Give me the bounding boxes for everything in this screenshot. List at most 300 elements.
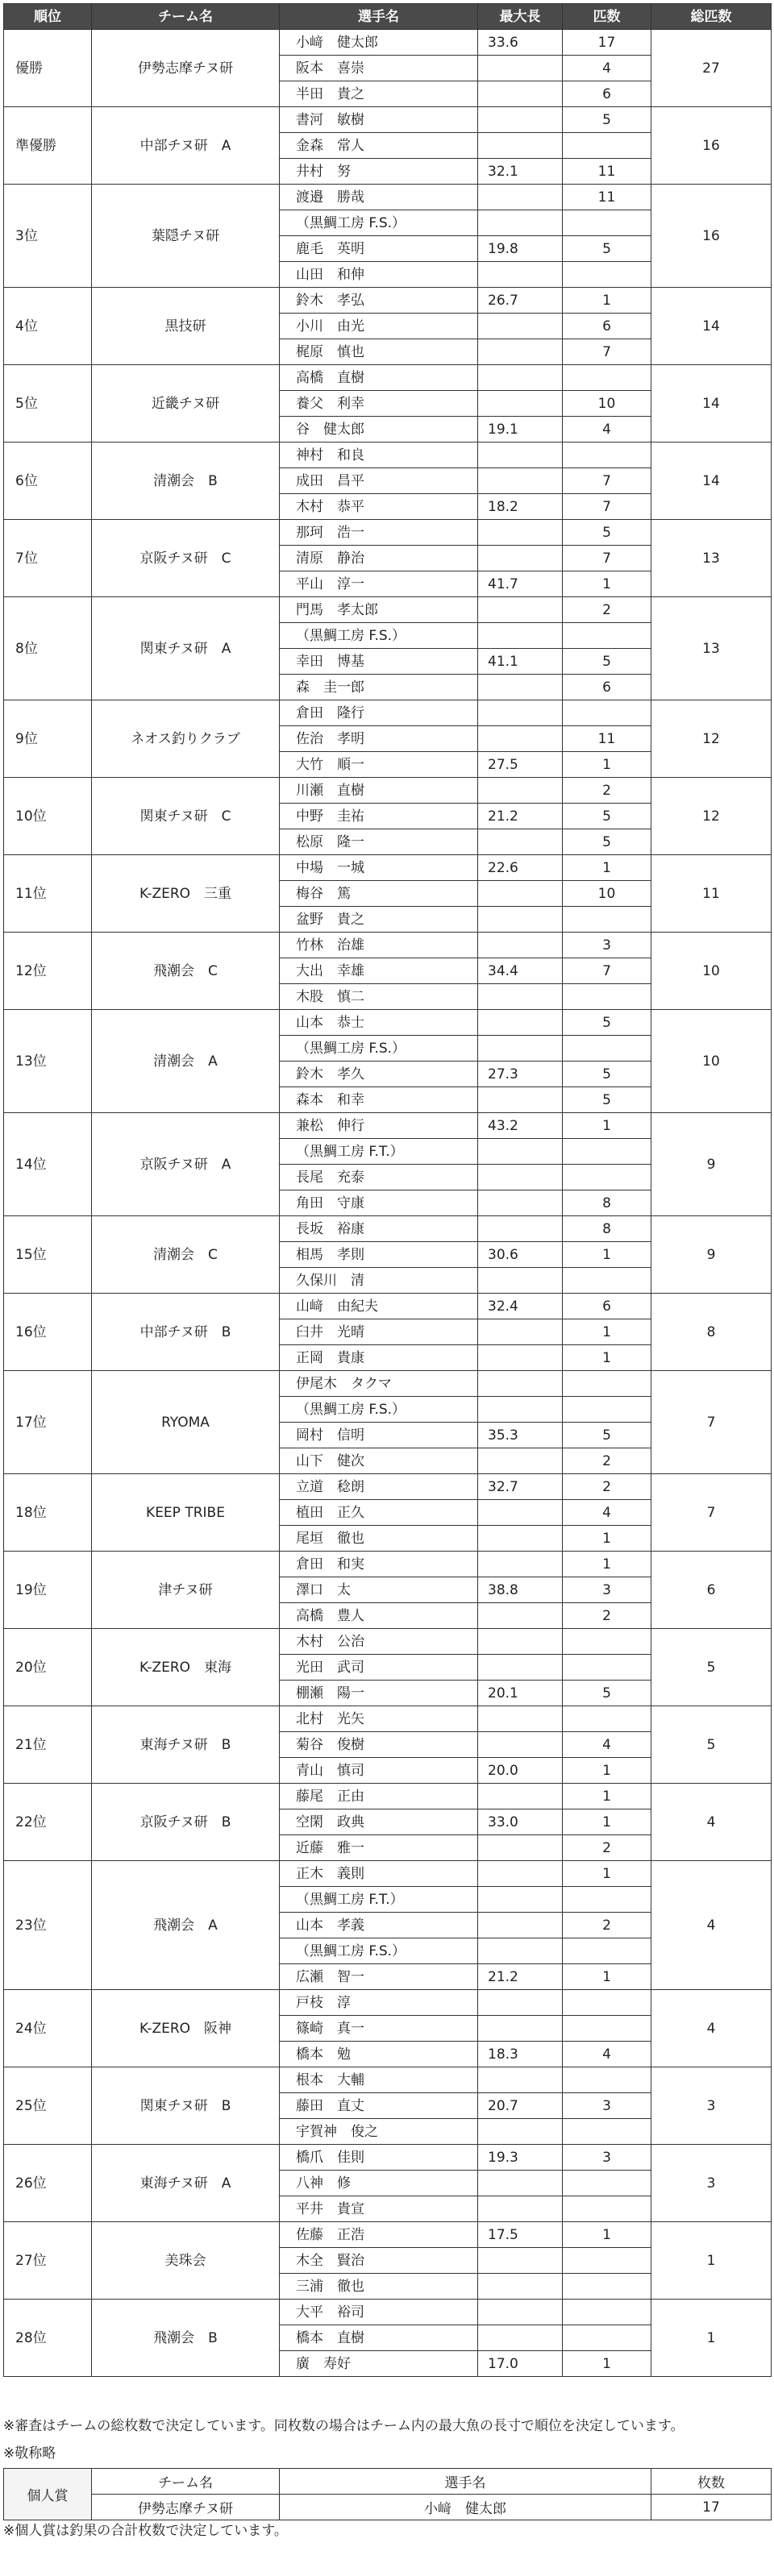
count-cell: [563, 1036, 651, 1062]
rank-cell: 24位: [4, 1990, 92, 2067]
individual-row: [4, 2495, 772, 2520]
max-length-cell: 26.7: [478, 288, 563, 314]
player-name-cell: 鈴木 孝弘: [280, 288, 478, 314]
player-name-cell: 那珂 浩一: [280, 520, 478, 546]
header-count: 匹数: [563, 4, 651, 30]
max-length-cell: [478, 81, 563, 107]
table-row: [4, 1629, 772, 1655]
max-length-cell: [478, 1087, 563, 1113]
rank-cell: 26位: [4, 2145, 92, 2222]
team-name-cell: 京阪チヌ研 B: [92, 1784, 280, 1861]
team-name-cell: 関東チヌ研 A: [92, 597, 280, 700]
rank-cell: 15位: [4, 1216, 92, 1294]
total-count-cell: 4: [651, 1990, 772, 2067]
count-cell: [563, 1938, 651, 1964]
count-cell: 4: [563, 1732, 651, 1758]
player-name-cell: 成田 昌平: [280, 468, 478, 494]
total-count-cell: 4: [651, 1784, 772, 1861]
table-row: [4, 933, 772, 958]
max-length-cell: 32.4: [478, 1294, 563, 1319]
count-cell: [563, 1268, 651, 1294]
team-name-cell: 関東チヌ研 C: [92, 778, 280, 855]
count-cell: 5: [563, 804, 651, 829]
max-length-cell: [478, 1887, 563, 1913]
ranking-note: ※審査はチームの総枚数で決定しています。同枚数の場合はチーム内の最大魚の長寸で順位を決定しています。: [3, 2418, 685, 2434]
max-length-cell: [478, 1552, 563, 1577]
max-length-cell: [478, 1706, 563, 1732]
table-row: [4, 1113, 772, 1139]
count-cell: [563, 262, 651, 288]
count-cell: 7: [563, 958, 651, 984]
player-name-cell: 立道 稔朗: [280, 1474, 478, 1500]
honorific-note: ※敬称略: [3, 2445, 56, 2462]
player-name-cell: 阪本 喜崇: [280, 56, 478, 81]
player-name-cell: （黒鯛工房 F.T.）: [280, 1139, 478, 1165]
max-length-cell: [478, 1861, 563, 1887]
max-length-cell: 34.4: [478, 958, 563, 984]
rank-cell: 23位: [4, 1861, 92, 1990]
player-name-cell: 書河 敏樹: [280, 107, 478, 133]
total-count-cell: 10: [651, 933, 772, 1010]
total-count-cell: 5: [651, 1629, 772, 1706]
team-name-cell: 清潮会 A: [92, 1010, 280, 1113]
max-length-cell: 20.7: [478, 2093, 563, 2119]
team-name-cell: 美珠会: [92, 2222, 280, 2300]
count-cell: 6: [563, 675, 651, 700]
count-cell: [563, 442, 651, 468]
max-length-cell: [478, 133, 563, 159]
max-length-cell: [478, 1371, 563, 1397]
max-length-cell: [478, 391, 563, 417]
table-row: [4, 1861, 772, 1887]
max-length-cell: 19.3: [478, 2145, 563, 2171]
total-count-cell: 3: [651, 2145, 772, 2222]
count-cell: [563, 984, 651, 1010]
team-name-cell: 葉隠チヌ研: [92, 185, 280, 288]
player-name-cell: 戸枝 淳: [280, 1990, 478, 2016]
player-name-cell: 近藤 雅一: [280, 1835, 478, 1861]
count-cell: 6: [563, 1294, 651, 1319]
max-length-cell: [478, 56, 563, 81]
count-cell: 2: [563, 1913, 651, 1938]
count-cell: 1: [563, 1964, 651, 1990]
count-cell: 8: [563, 1216, 651, 1242]
count-cell: [563, 1139, 651, 1165]
player-name-cell: 鈴木 孝久: [280, 1062, 478, 1087]
player-name-cell: 半田 貴之: [280, 81, 478, 107]
player-name-cell: 山田 和伸: [280, 262, 478, 288]
team-name-cell: 京阪チヌ研 C: [92, 520, 280, 597]
count-cell: [563, 1165, 651, 1190]
count-cell: 1: [563, 1242, 651, 1268]
team-name-cell: 黒技研: [92, 288, 280, 365]
max-length-cell: [478, 365, 563, 391]
max-length-cell: [478, 314, 563, 339]
max-length-cell: [478, 339, 563, 365]
rank-cell: 優勝: [4, 30, 92, 107]
max-length-cell: [478, 2325, 563, 2351]
count-cell: [563, 1706, 651, 1732]
rank-cell: 21位: [4, 1706, 92, 1784]
player-name-cell: 中野 圭祐: [280, 804, 478, 829]
individual-header-count: 枚数: [651, 2469, 772, 2495]
player-name-cell: 宇賀神 俊之: [280, 2119, 478, 2145]
count-cell: 5: [563, 1010, 651, 1036]
player-name-cell: 長坂 裕康: [280, 1216, 478, 1242]
count-cell: 1: [563, 1758, 651, 1784]
max-length-cell: 22.6: [478, 855, 563, 881]
rank-cell: 27位: [4, 2222, 92, 2300]
count-cell: 4: [563, 2042, 651, 2067]
table-row: [4, 597, 772, 623]
count-cell: [563, 2248, 651, 2274]
max-length-cell: [478, 2119, 563, 2145]
count-cell: 2: [563, 778, 651, 804]
max-length-cell: 20.0: [478, 1758, 563, 1784]
team-name-cell: 清潮会 C: [92, 1216, 280, 1294]
max-length-cell: 33.0: [478, 1809, 563, 1835]
rank-cell: 20位: [4, 1629, 92, 1706]
team-name-cell: KEEP TRIBE: [92, 1474, 280, 1552]
total-count-cell: 16: [651, 185, 772, 288]
player-name-cell: （黒鯛工房 F.S.）: [280, 1036, 478, 1062]
player-name-cell: 木全 賢治: [280, 2248, 478, 2274]
count-cell: 1: [563, 1552, 651, 1577]
total-count-cell: 8: [651, 1294, 772, 1371]
count-cell: 10: [563, 881, 651, 907]
player-name-cell: 廣 寿好: [280, 2351, 478, 2377]
individual-count: 17: [651, 2495, 772, 2520]
player-name-cell: 森本 和幸: [280, 1087, 478, 1113]
max-length-cell: [478, 1913, 563, 1938]
player-name-cell: 棚瀬 陽一: [280, 1681, 478, 1706]
rank-cell: 28位: [4, 2300, 92, 2377]
player-name-cell: 川瀬 直樹: [280, 778, 478, 804]
count-cell: [563, 1397, 651, 1423]
count-cell: 10: [563, 391, 651, 417]
max-length-cell: [478, 933, 563, 958]
player-name-cell: 谷 健太郎: [280, 417, 478, 442]
player-name-cell: 山本 恭士: [280, 1010, 478, 1036]
table-row: [4, 1294, 772, 1319]
count-cell: 5: [563, 649, 651, 675]
max-length-cell: [478, 726, 563, 752]
player-name-cell: 広瀬 智一: [280, 1964, 478, 1990]
count-cell: [563, 2325, 651, 2351]
max-length-cell: [478, 1938, 563, 1964]
table-row: [4, 288, 772, 314]
table-row: [4, 1010, 772, 1036]
max-length-cell: [478, 107, 563, 133]
max-length-cell: [478, 1268, 563, 1294]
count-cell: 7: [563, 546, 651, 571]
rank-cell: 16位: [4, 1294, 92, 1371]
player-name-cell: 光田 武司: [280, 1655, 478, 1681]
player-name-cell: 大平 裕司: [280, 2300, 478, 2325]
max-length-cell: [478, 2196, 563, 2222]
team-name-cell: RYOMA: [92, 1371, 280, 1474]
total-count-cell: 5: [651, 1706, 772, 1784]
player-name-cell: 橋本 直樹: [280, 2325, 478, 2351]
count-cell: 11: [563, 159, 651, 185]
count-cell: [563, 1990, 651, 2016]
count-cell: 7: [563, 494, 651, 520]
max-length-cell: [478, 185, 563, 210]
rank-cell: 22位: [4, 1784, 92, 1861]
table-row: [4, 778, 772, 804]
player-name-cell: 竹林 治雄: [280, 933, 478, 958]
max-length-cell: 30.6: [478, 1242, 563, 1268]
team-name-cell: 中部チヌ研 B: [92, 1294, 280, 1371]
player-name-cell: 兼松 伸行: [280, 1113, 478, 1139]
player-name-cell: （黒鯛工房 F.S.）: [280, 623, 478, 649]
max-length-cell: 19.8: [478, 236, 563, 262]
max-length-cell: [478, 2274, 563, 2300]
total-count-cell: 7: [651, 1474, 772, 1552]
max-length-cell: [478, 829, 563, 855]
max-length-cell: 18.2: [478, 494, 563, 520]
team-name-cell: 飛潮会 C: [92, 933, 280, 1010]
max-length-cell: [478, 1629, 563, 1655]
max-length-cell: [478, 907, 563, 933]
max-length-cell: [478, 778, 563, 804]
table-row: [4, 700, 772, 726]
count-cell: 1: [563, 752, 651, 778]
player-name-cell: 山下 健次: [280, 1448, 478, 1474]
count-cell: 6: [563, 81, 651, 107]
player-name-cell: 山﨑 由紀夫: [280, 1294, 478, 1319]
total-count-cell: 14: [651, 365, 772, 442]
table-row: [4, 1216, 772, 1242]
max-length-cell: [478, 1036, 563, 1062]
max-length-cell: [478, 262, 563, 288]
max-length-cell: [478, 1345, 563, 1371]
team-name-cell: 飛潮会 A: [92, 1861, 280, 1990]
max-length-cell: [478, 623, 563, 649]
table-row: [4, 2145, 772, 2171]
player-name-cell: 佐治 孝明: [280, 726, 478, 752]
total-count-cell: 1: [651, 2300, 772, 2377]
rank-cell: 13位: [4, 1010, 92, 1113]
player-name-cell: 高橋 直樹: [280, 365, 478, 391]
player-name-cell: 梶原 慎也: [280, 339, 478, 365]
count-cell: 5: [563, 107, 651, 133]
count-cell: [563, 365, 651, 391]
total-count-cell: 16: [651, 107, 772, 185]
player-name-cell: 橋本 勉: [280, 2042, 478, 2067]
count-cell: [563, 907, 651, 933]
count-cell: 1: [563, 2351, 651, 2377]
total-count-cell: 14: [651, 288, 772, 365]
count-cell: 4: [563, 417, 651, 442]
count-cell: 5: [563, 829, 651, 855]
max-length-cell: [478, 597, 563, 623]
player-name-cell: 倉田 和実: [280, 1552, 478, 1577]
count-cell: 1: [563, 288, 651, 314]
individual-award-label: 個人賞: [4, 2469, 92, 2520]
player-name-cell: （黒鯛工房 F.S.）: [280, 210, 478, 236]
player-name-cell: 橋爪 佳則: [280, 2145, 478, 2171]
table-row: [4, 442, 772, 468]
max-length-cell: [478, 1655, 563, 1681]
total-count-cell: 14: [651, 442, 772, 520]
player-name-cell: 大出 幸雄: [280, 958, 478, 984]
player-name-cell: 根本 大輔: [280, 2067, 478, 2093]
total-count-cell: 7: [651, 1371, 772, 1474]
player-name-cell: 平井 貴宣: [280, 2196, 478, 2222]
total-count-cell: 4: [651, 1861, 772, 1990]
player-name-cell: 木村 恭平: [280, 494, 478, 520]
max-length-cell: [478, 1448, 563, 1474]
player-name-cell: 平山 淳一: [280, 571, 478, 597]
player-name-cell: 小﨑 健太郎: [280, 30, 478, 56]
rank-cell: 12位: [4, 933, 92, 1010]
count-cell: 5: [563, 1681, 651, 1706]
max-length-cell: 41.7: [478, 571, 563, 597]
player-name-cell: 松原 隆一: [280, 829, 478, 855]
player-name-cell: 相馬 孝則: [280, 1242, 478, 1268]
max-length-cell: [478, 1397, 563, 1423]
total-count-cell: 13: [651, 597, 772, 700]
max-length-cell: [478, 1603, 563, 1629]
max-length-cell: [478, 1010, 563, 1036]
max-length-cell: 35.3: [478, 1423, 563, 1448]
max-length-cell: 20.1: [478, 1681, 563, 1706]
header-row: [4, 4, 772, 30]
player-name-cell: 鹿毛 英明: [280, 236, 478, 262]
max-length-cell: 18.3: [478, 2042, 563, 2067]
player-name-cell: 盆野 貴之: [280, 907, 478, 933]
individual-header-team: チーム名: [92, 2469, 280, 2495]
count-cell: [563, 133, 651, 159]
total-count-cell: 3: [651, 2067, 772, 2145]
player-name-cell: 藤田 直丈: [280, 2093, 478, 2119]
count-cell: 1: [563, 2222, 651, 2248]
player-name-cell: 小川 由光: [280, 314, 478, 339]
player-name-cell: 三浦 徹也: [280, 2274, 478, 2300]
player-name-cell: 植田 正久: [280, 1500, 478, 1526]
team-name-cell: 清潮会 B: [92, 442, 280, 520]
count-cell: [563, 1655, 651, 1681]
count-cell: 5: [563, 236, 651, 262]
max-length-cell: 32.7: [478, 1474, 563, 1500]
count-cell: 7: [563, 339, 651, 365]
count-cell: 2: [563, 1835, 651, 1861]
header-team: チーム名: [92, 4, 280, 30]
max-length-cell: [478, 1732, 563, 1758]
max-length-cell: 17.0: [478, 2351, 563, 2377]
max-length-cell: [478, 442, 563, 468]
count-cell: 3: [563, 2145, 651, 2171]
table-row: [4, 185, 772, 210]
individual-team: 伊勢志摩チヌ研: [92, 2495, 280, 2520]
individual-award-table: [3, 2468, 772, 2520]
team-name-cell: 津チヌ研: [92, 1552, 280, 1629]
header-max-length: 最大長: [478, 4, 563, 30]
table-row: [4, 2067, 772, 2093]
rank-cell: 25位: [4, 2067, 92, 2145]
player-name-cell: 正木 義則: [280, 1861, 478, 1887]
count-cell: 5: [563, 1087, 651, 1113]
total-count-cell: 27: [651, 30, 772, 107]
count-cell: [563, 700, 651, 726]
individual-header-player: 選手名: [280, 2469, 651, 2495]
table-row: [4, 2300, 772, 2325]
table-row: [4, 30, 772, 56]
player-name-cell: 尾垣 徹也: [280, 1526, 478, 1552]
max-length-cell: [478, 700, 563, 726]
max-length-cell: [478, 881, 563, 907]
individual-award-note: ※個人賞は釣果の合計枚数で決定しています。: [3, 2523, 288, 2539]
max-length-cell: [478, 2300, 563, 2325]
player-name-cell: 木股 慎二: [280, 984, 478, 1010]
max-length-cell: [478, 2016, 563, 2042]
total-count-cell: 9: [651, 1113, 772, 1216]
count-cell: [563, 1371, 651, 1397]
player-name-cell: 青山 慎司: [280, 1758, 478, 1784]
rank-cell: 18位: [4, 1474, 92, 1552]
team-name-cell: K-ZERO 三重: [92, 855, 280, 933]
team-name-cell: 近畿チヌ研: [92, 365, 280, 442]
count-cell: 1: [563, 1526, 651, 1552]
team-name-cell: 京阪チヌ研 A: [92, 1113, 280, 1216]
player-name-cell: 梅谷 篤: [280, 881, 478, 907]
count-cell: [563, 2196, 651, 2222]
total-count-cell: 12: [651, 700, 772, 778]
table-row: [4, 855, 772, 881]
rank-cell: 準優勝: [4, 107, 92, 185]
header-player: 選手名: [280, 4, 478, 30]
individual-header-row: [4, 2469, 772, 2495]
count-cell: 3: [563, 1577, 651, 1603]
total-count-cell: 1: [651, 2222, 772, 2300]
max-length-cell: 17.5: [478, 2222, 563, 2248]
player-name-cell: 山本 孝義: [280, 1913, 478, 1938]
count-cell: 1: [563, 1809, 651, 1835]
count-cell: [563, 623, 651, 649]
team-name-cell: 中部チヌ研 A: [92, 107, 280, 185]
count-cell: 2: [563, 597, 651, 623]
player-name-cell: 清原 静治: [280, 546, 478, 571]
max-length-cell: 41.1: [478, 649, 563, 675]
max-length-cell: 21.2: [478, 804, 563, 829]
table-row: [4, 2222, 772, 2248]
count-cell: 5: [563, 520, 651, 546]
table-row: [4, 1990, 772, 2016]
rank-cell: 14位: [4, 1113, 92, 1216]
count-cell: 8: [563, 1190, 651, 1216]
player-name-cell: 佐藤 正浩: [280, 2222, 478, 2248]
max-length-cell: [478, 1835, 563, 1861]
player-name-cell: 幸田 博基: [280, 649, 478, 675]
max-length-cell: [478, 2248, 563, 2274]
player-name-cell: 岡村 信明: [280, 1423, 478, 1448]
player-name-cell: 中場 一城: [280, 855, 478, 881]
max-length-cell: [478, 1216, 563, 1242]
rank-cell: 5位: [4, 365, 92, 442]
max-length-cell: 32.1: [478, 159, 563, 185]
rank-cell: 11位: [4, 855, 92, 933]
count-cell: [563, 1887, 651, 1913]
max-length-cell: [478, 1319, 563, 1345]
count-cell: 17: [563, 30, 651, 56]
player-name-cell: 篠崎 真一: [280, 2016, 478, 2042]
player-name-cell: 北村 光矢: [280, 1706, 478, 1732]
count-cell: [563, 2300, 651, 2325]
team-name-cell: 東海チヌ研 A: [92, 2145, 280, 2222]
rank-cell: 4位: [4, 288, 92, 365]
player-name-cell: 大竹 順一: [280, 752, 478, 778]
